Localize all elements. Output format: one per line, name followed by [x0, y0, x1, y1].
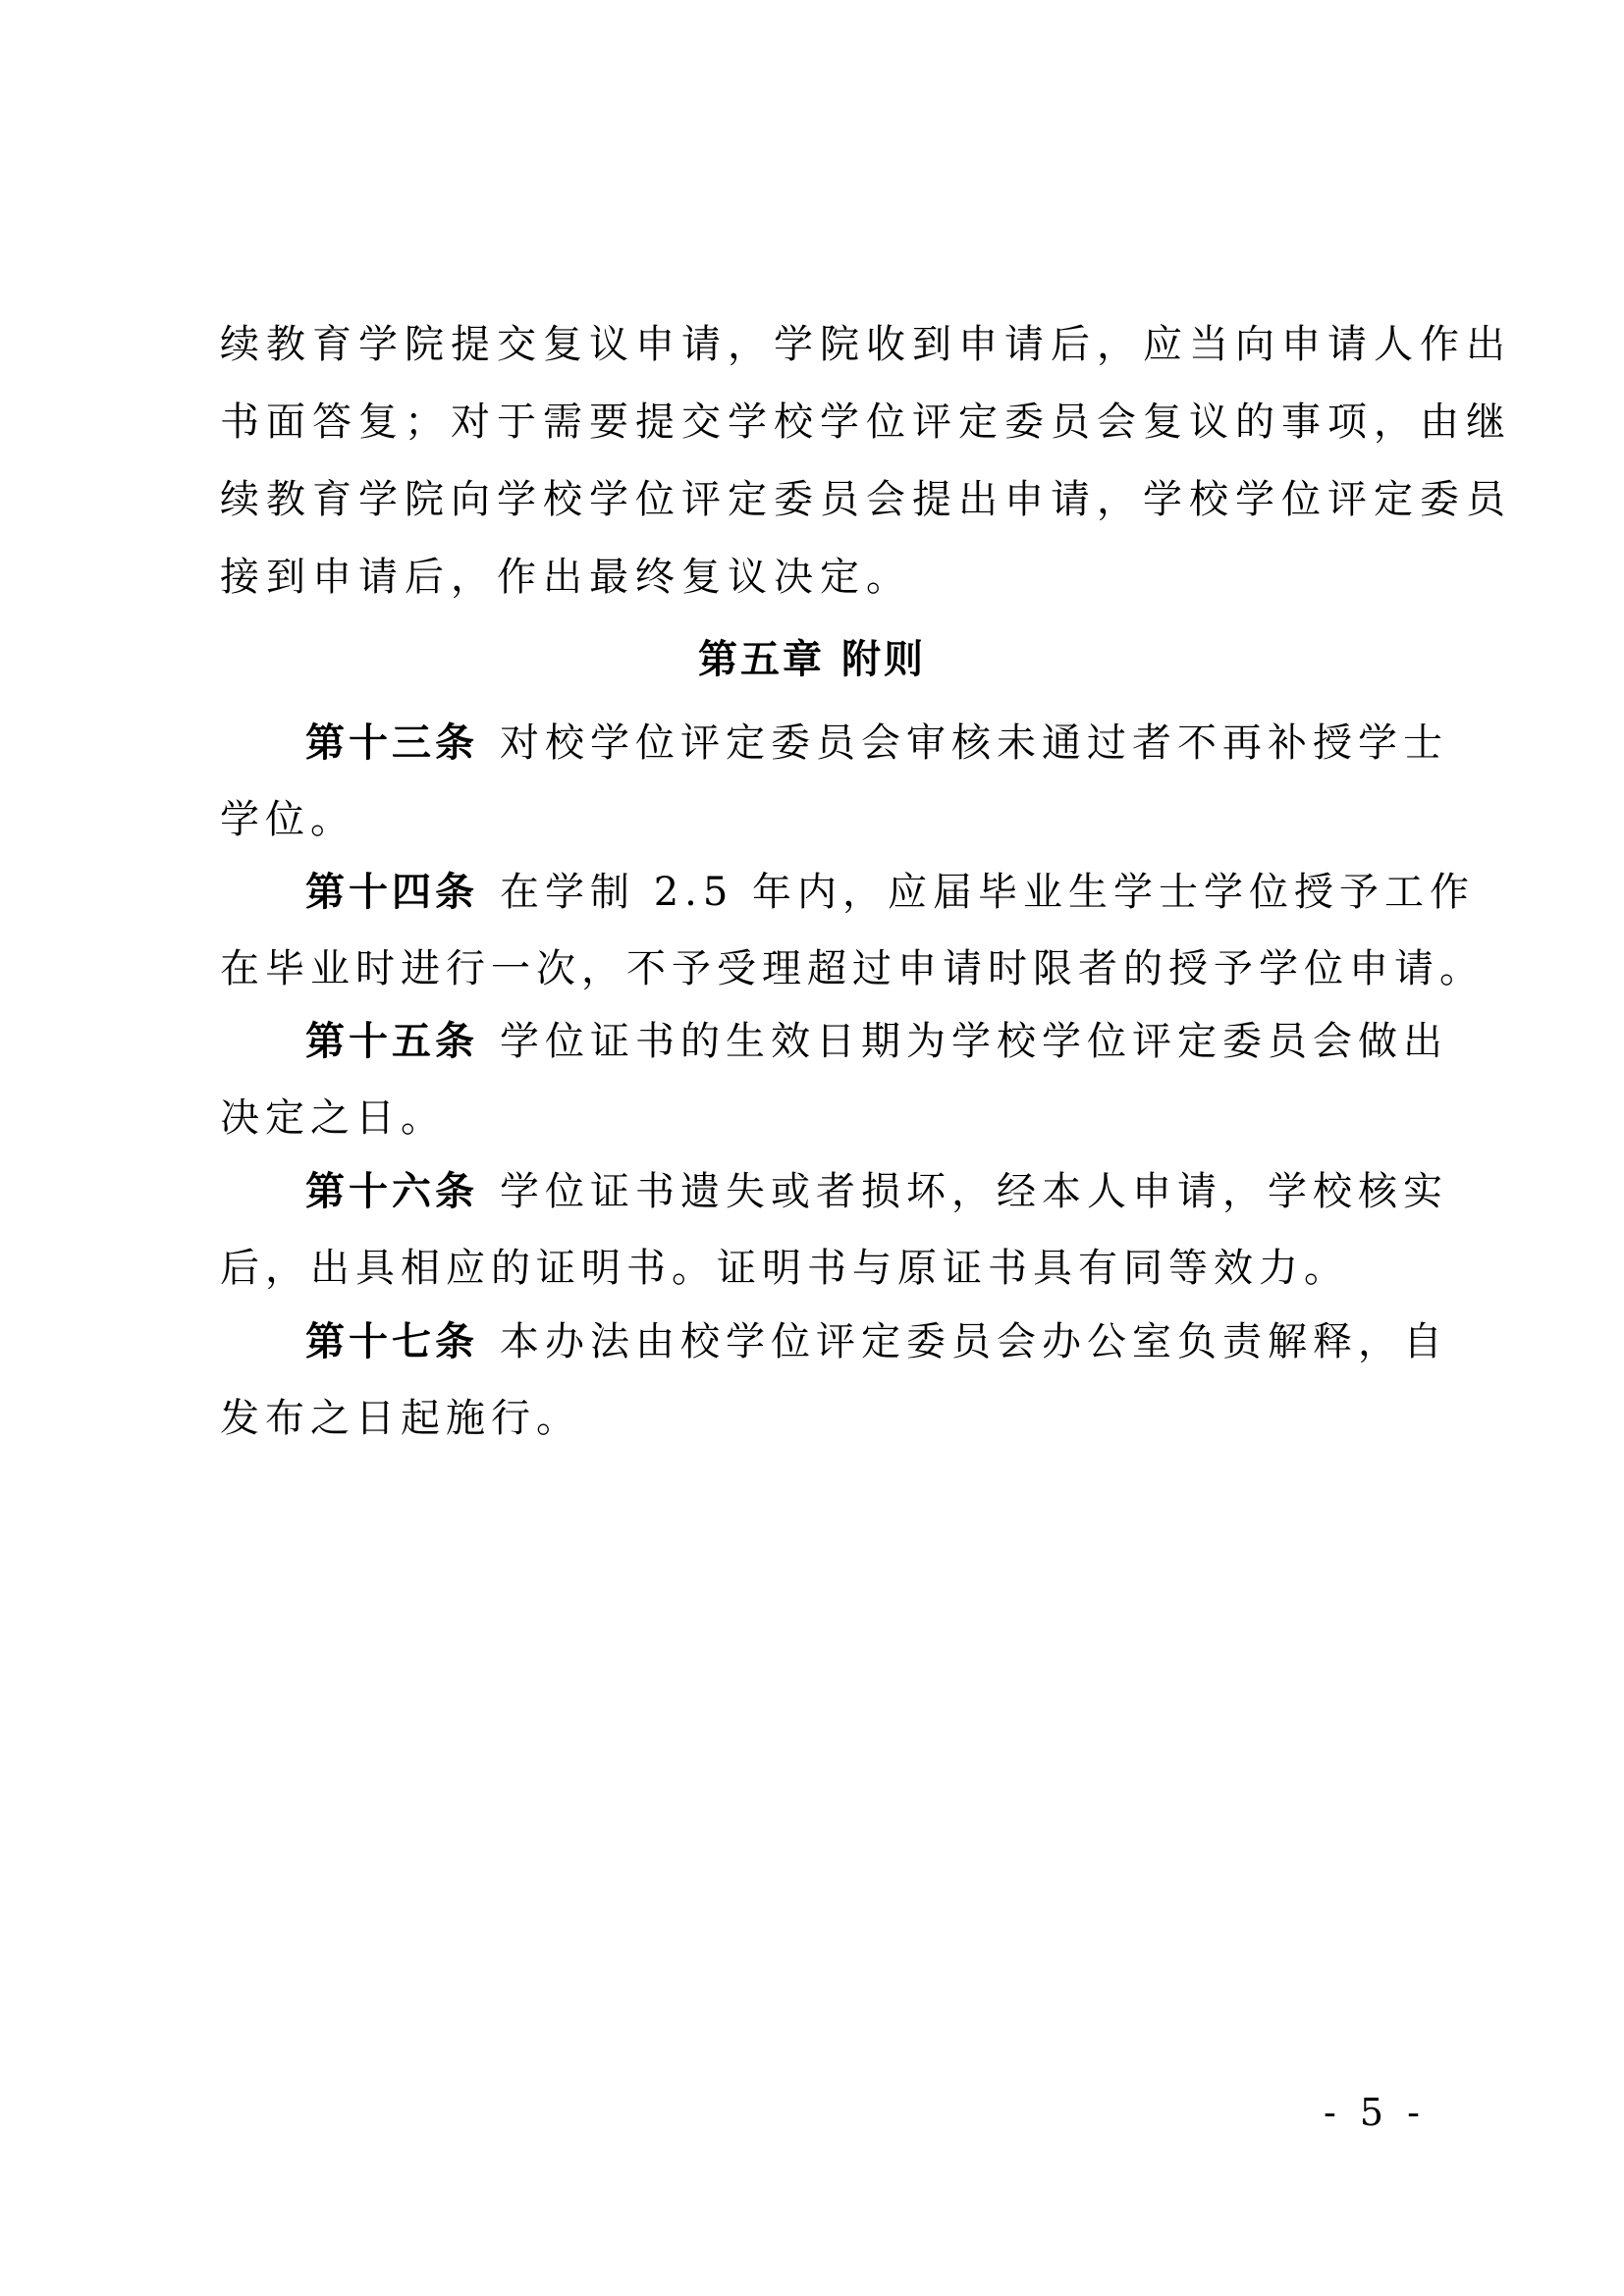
article-first-line [220, 1153, 1448, 1230]
article-first-line [220, 854, 1476, 931]
article-label: 第十七条 [305, 1319, 478, 1364]
chapter-heading: 第五章 附则 [698, 637, 926, 682]
article-continuation: 发布之日起施行。 [220, 1396, 581, 1441]
article-first-line [220, 705, 1448, 781]
continued-paragraph [220, 306, 1512, 616]
article-text: 在学制 2.5 年内，应届毕业生学士学位授予工作 [500, 870, 1476, 915]
article-label: 第十四条 [305, 870, 478, 915]
article-text: 学位证书的生效日期为学校学位评定委员会做出 [500, 1019, 1448, 1064]
article-continuation: 学位。 [220, 797, 355, 842]
article-17 [220, 1304, 1448, 1457]
article-continuation: 决定之日。 [220, 1095, 446, 1141]
page-number: - 5 - [1324, 2091, 1427, 2134]
article-label: 第十六条 [305, 1169, 478, 1214]
article-continuation: 后，出具相应的证明书。证明书与原证书具有同等效力。 [220, 1246, 1349, 1291]
article-label: 第十五条 [305, 1019, 478, 1064]
paragraph-line: 续教育学院向学校学位评定委员会提出申请，学校学位评定委员 [220, 477, 1512, 522]
article-13 [220, 705, 1448, 858]
article-14 [220, 854, 1485, 1007]
article-first-line [220, 1304, 1448, 1380]
article-continuation: 在毕业时进行一次，不予受理超过申请时限者的授予学位申请。 [220, 946, 1485, 991]
article-text: 本办法由校学位评定委员会办公室负责解释，自 [500, 1319, 1448, 1364]
paragraph-line: 书面答复；对于需要提交学校学位评定委员会复议的事项，由继 [220, 400, 1512, 445]
paragraph-line: 续教育学院提交复议申请，学院收到申请后，应当向申请人作出 [220, 322, 1512, 367]
article-16 [220, 1153, 1448, 1307]
article-15 [220, 1003, 1448, 1156]
article-label: 第十三条 [305, 721, 478, 766]
paragraph-line: 接到申请后，作出最终复议决定。 [220, 555, 912, 600]
article-first-line [220, 1003, 1448, 1080]
article-text: 学位证书遗失或者损坏，经本人申请，学校核实 [500, 1169, 1448, 1214]
article-text: 对校学位评定委员会审核未通过者不再补授学士 [500, 721, 1448, 766]
